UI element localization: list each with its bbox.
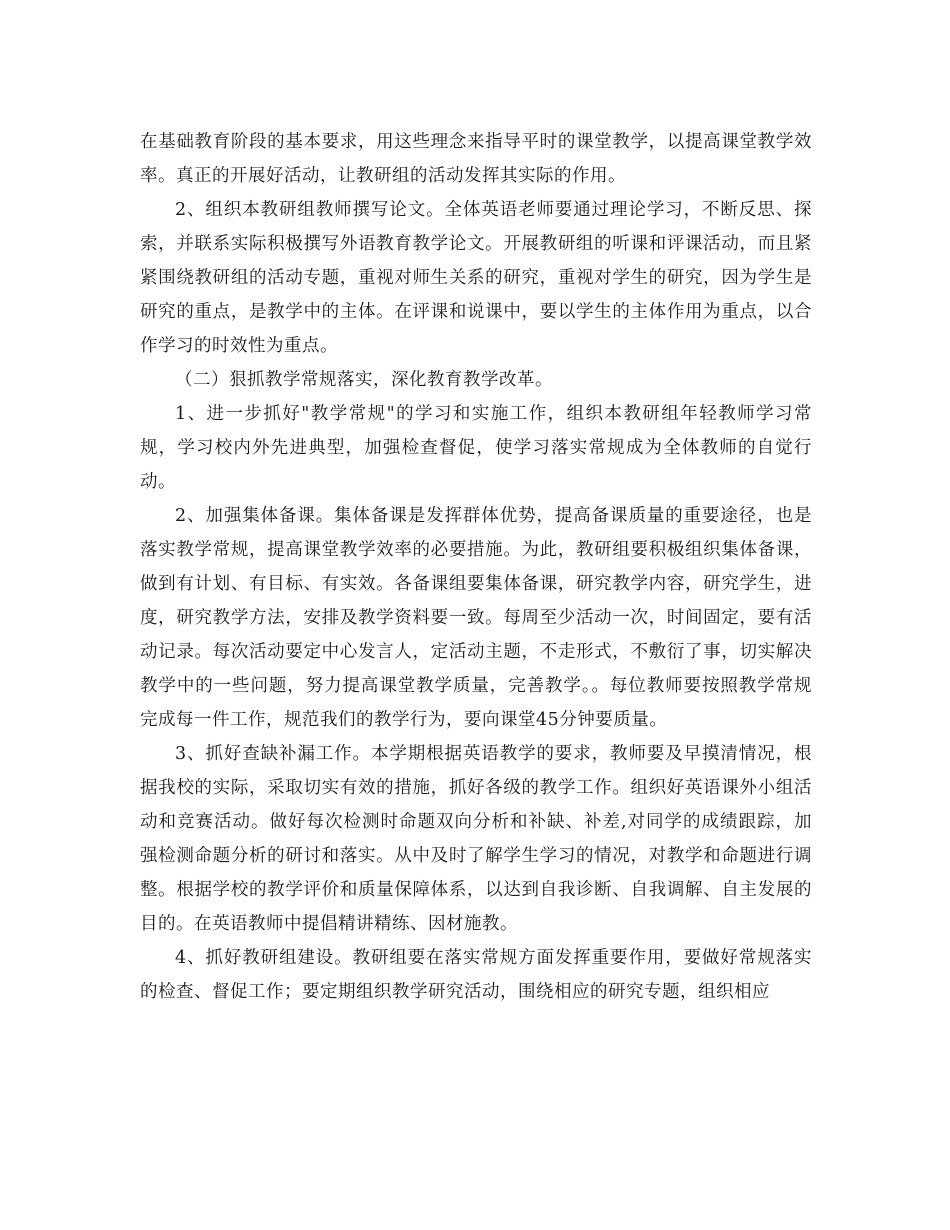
paragraph-item-1-routine: 1、进一步抓好"教学常规"的学习和实施工作，组织本教研组年轻教师学习常规，学习校内外先进典型，加强检查督促，使学习落实常规成为全体教师的自觉行动。 <box>140 404 812 492</box>
section-heading-2: （二）狠抓教学常规落实，深化教育教学改革。 <box>175 370 553 390</box>
paragraph-continuation: 在基础教育阶段的基本要求，用这些理念来指导平时的课堂教学，以提高课堂教学效率。真正的开展好活动，让教研组的活动发挥其实际的作用。 <box>140 132 812 186</box>
paragraph-item-3-gap-filling: 3、抓好查缺补漏工作。本学期根据英语教学的要求，教师要及早摸清情况，根据我校的实际，采取切实有效的措施，抓好各级的教学工作。组织好英语课外小组活动和竞赛活动。做好每次检测时命题双向分析和补缺、补差,对同学的成绩跟踪，加强检测命题分析的研讨和落实。从中及时了解学生学习的情况，对教学和命题进行调整。根据学校的教学评价和质量保障体系，以达到自我诊断、自我调解、自主发展的目的。在英语教师中提倡精讲精练、因材施教。 <box>140 744 812 934</box>
paragraph-item-2-papers: 2、组织本教研组教师撰写论文。全体英语老师要通过理论学习，不断反思、探索，并联系实际积极撰写外语教育教学论文。开展教研组的听课和评课活动，而且紧紧围绕教研组的活动专题，重视对师生关系的研究，重视对学生的研究，因为学生是研究的重点，是教学中的主体。在评课和说课中，要以学生的主体作用为重点，以合作学习的时效性为重点。 <box>140 200 812 356</box>
paragraph-item-2-lesson-prep: 2、加强集体备课。集体备课是发挥群体优势，提高备课质量的重要途径，也是落实教学常规，提高课堂教学效率的必要措施。为此，教研组要积极组织集体备课，做到有计划、有目标、有实效。各备课组要集体备课，研究教学内容，研究学生，进度，研究教学方法，安排及教学资料要一致。每周至少活动一次，时间固定，要有活动记录。每次活动要定中心发言人，定活动主题，不走形式，不敷衍了事，切实解决教学中的一些问题，努力提高课堂教学质量，完善教学。。每位教师要按照教学常规完成每一件工作，规范我们的教学行为，要向课堂45分钟要质量。 <box>140 506 812 730</box>
paragraph-item-4-group-building: 4、抓好教研组建设。教研组要在落实常规方面发挥重要作用，要做好常规落实的检查、督促工作；要定期组织教学研究活动，围绕相应的研究专题，组织相应 <box>140 948 812 1002</box>
document-page <box>140 125 812 1009</box>
